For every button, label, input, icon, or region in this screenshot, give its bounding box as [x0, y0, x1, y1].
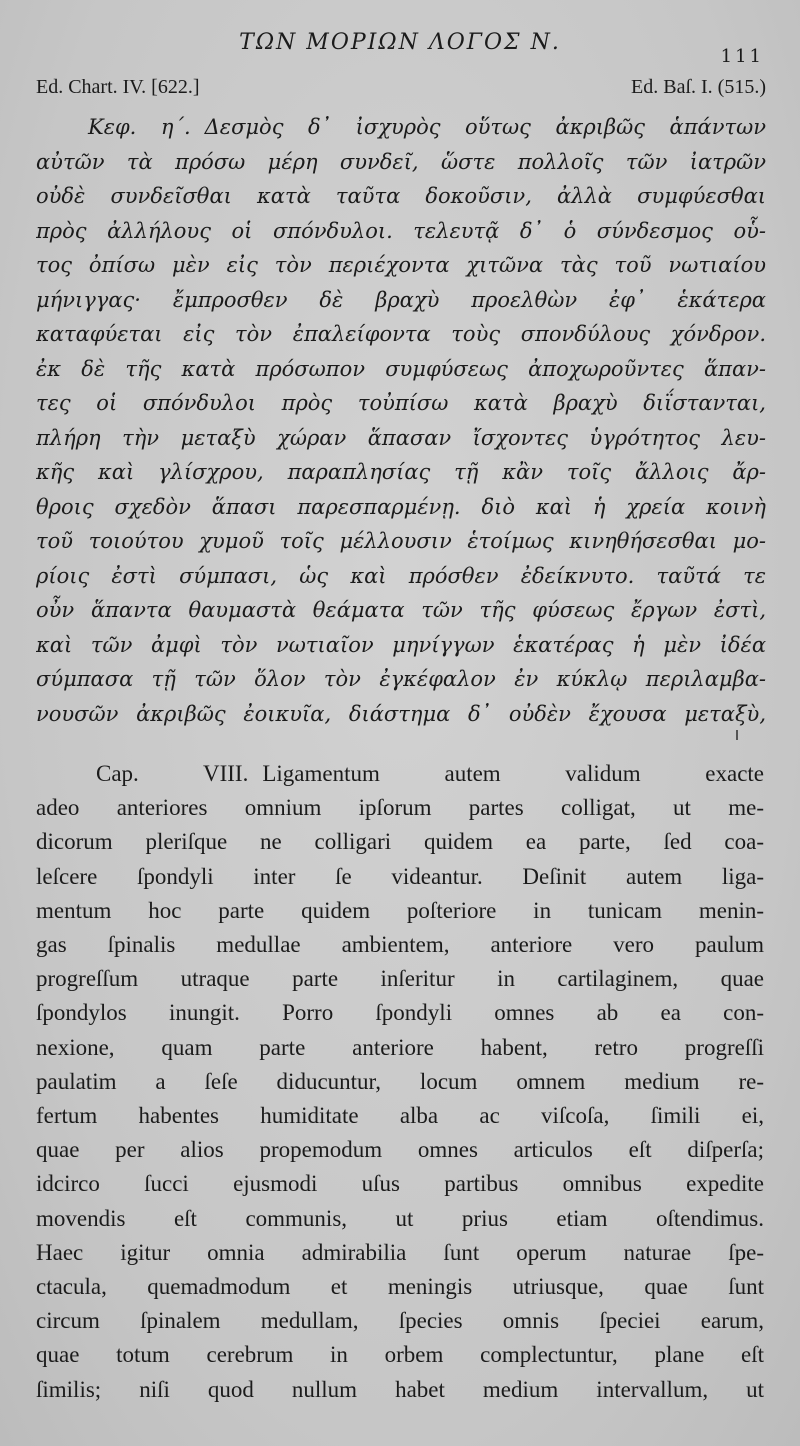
edition-basel: Ed. Baſ. I. (515.) — [631, 76, 766, 98]
latin-line: quae per alios propemodum omnes articulos eſt diſperſa; — [36, 1137, 764, 1163]
edition-references — [36, 76, 766, 99]
greek-line: τος ὀπίσω μὲν εἰς τὸν περιέχοντα χιτῶνα τὰς τοῦ νωτιαίου — [36, 253, 766, 277]
greek-line: οὐδὲ συνδεῖσθαι κατὰ ταῦτα δοκοῦσιν, ἀλλὰ συμφύεσθαι — [36, 184, 766, 208]
latin-text-block — [36, 757, 764, 1407]
latin-line: ctacula, quemadmodum et meningis utriusque, quae ſunt — [36, 1274, 764, 1300]
greek-line: κῆς καὶ γλίσχρου, παραπλησίας τῇ κἂν τοῖς ἄλλοις ἄρ- — [36, 460, 766, 484]
latin-line: dicorum pleriſque ne colligari quidem ea parte, ſed coa- — [36, 829, 764, 855]
running-head: ΤΩΝ ΜΟΡΙΩΝ ΛΟΓΟΣ Ν. — [239, 30, 561, 55]
greek-line — [36, 110, 766, 145]
latin-line: quae totum cerebrum in orbem complectuntur, plane eſt — [36, 1342, 764, 1368]
latin-line: movendis eſt communis, ut prius etiam oſtendimus. — [36, 1205, 764, 1231]
greek-chapter-label: Κεφ. η΄. — [88, 115, 191, 139]
greek-line: καὶ τῶν ἀμφὶ τὸν νωτιαῖον μηνίγγων ἑκατέρας ἡ μὲν ἰδέα — [36, 632, 766, 657]
latin-line: gas ſpinalis medullae ambientem, anteriore vero paulum — [36, 932, 764, 958]
greek-line: μήνιγγας· ἔμπροσθεν δὲ βραχὺ προελθὼν ἐφ᾽ ἑκάτερα — [36, 287, 766, 312]
latin-line — [36, 757, 764, 791]
ink-mark — [736, 730, 738, 740]
greek-line: θροις σχεδὸν ἅπασι παρεσπαρμένῃ. διὸ καὶ ἡ χρεία κοινὴ — [36, 494, 766, 519]
greek-line: οὖν ἅπαντα θαυμαστὰ θεάματα τῶν τῆς φύσεως ἔργων ἐστὶ, — [36, 598, 766, 622]
greek-line: αὐτῶν τὰ πρόσω μέρη συνδεῖ, ὥστε πολλοῖς τῶν ἰατρῶν — [36, 149, 766, 174]
greek-first-line-text: Δεσμὸς δ᾽ ἰσχυρὸς οὕτως ἀκριβῶς ἁπάντων — [204, 115, 766, 139]
latin-line: ſimilis; niſi quod nullum habet medium intervallum, ut — [36, 1376, 764, 1402]
latin-line: mentum hoc parte quidem poſteriore in tunicam menin- — [36, 897, 764, 923]
latin-line: fertum habentes humiditate alba ac viſcoſa, ſimili ei, — [36, 1103, 764, 1129]
greek-line: ἐκ δὲ τῆς κατὰ πρόσωπον συμφύσεως ἀποχωροῦντες ἅπαν- — [36, 356, 766, 381]
greek-line: τοῦ τοιούτου χυμοῦ τοῖς μέλλουσιν ἑτοίμως κινηθήσεσθαι μο- — [36, 529, 766, 553]
latin-line: ſpondylos inungit. Porro ſpondyli omnes ab ea con- — [36, 1000, 764, 1026]
latin-line: circum ſpinalem medullam, ſpecies omnis ſpeciei earum, — [36, 1308, 764, 1334]
greek-line: καταφύεται εἰς τὸν ἐπαλείφοντα τοὺς σπονδύλους χόνδρον. — [36, 322, 766, 346]
greek-line: πλήρη τὴν μεταξὺ χώραν ἅπασαν ἴσχοντες ὑγρότητος λευ- — [36, 425, 766, 450]
latin-line: leſcere ſpondyli inter ſe videantur. Deſinit autem liga- — [36, 863, 764, 889]
greek-line: τες οἱ σπόνδυλοι πρὸς τοὐπίσω κατὰ βραχὺ διΐστανται, — [36, 391, 766, 415]
greek-line: πρὸς ἀλλήλους οἱ σπόνδυλοι. τελευτᾷ δ᾽ ὁ σύνδεσμος οὗ- — [36, 218, 766, 243]
latin-line: Haec igitur omnia admirabilia ſunt operum naturae ſpe- — [36, 1239, 764, 1265]
greek-text-block — [36, 110, 766, 731]
latin-line: idcirco ſucci ejusmodi uſus partibus omnibus expedite — [36, 1171, 764, 1197]
greek-line: σύμπασα τῇ τῶν ὅλον τὸν ἐγκέφαλον ἐν κύκλῳ περιλαμβα- — [36, 667, 766, 691]
latin-line: paulatim a ſeſe diducuntur, locum omnem medium re- — [36, 1068, 764, 1094]
latin-line: progreſſum utraque parte inſeritur in cartilaginem, quae — [36, 966, 764, 992]
latin-line: adeo anteriores omnium ipſorum partes colligat, ut me- — [36, 795, 764, 821]
latin-chapter-label: Cap. VIII. — [96, 761, 249, 786]
latin-first-line-text: Ligamentum autem validum exacte — [262, 761, 764, 786]
greek-line: ρίοις ἐστὶ σύμπασι, ὡς καὶ πρόσθεν ἐδείκνυτο. ταῦτά τε — [36, 563, 766, 588]
page-number: 111 — [720, 46, 764, 67]
edition-chartier: Ed. Chart. IV. [622.] — [36, 76, 200, 98]
latin-line: nexione, quam parte anteriore habent, retro progreſſi — [36, 1034, 764, 1060]
greek-line: νουσῶν ἀκριβῶς ἐοικυῖα, διάστημα δ᾽ οὐδὲν ἔχουσα μεταξὺ, — [36, 701, 766, 726]
